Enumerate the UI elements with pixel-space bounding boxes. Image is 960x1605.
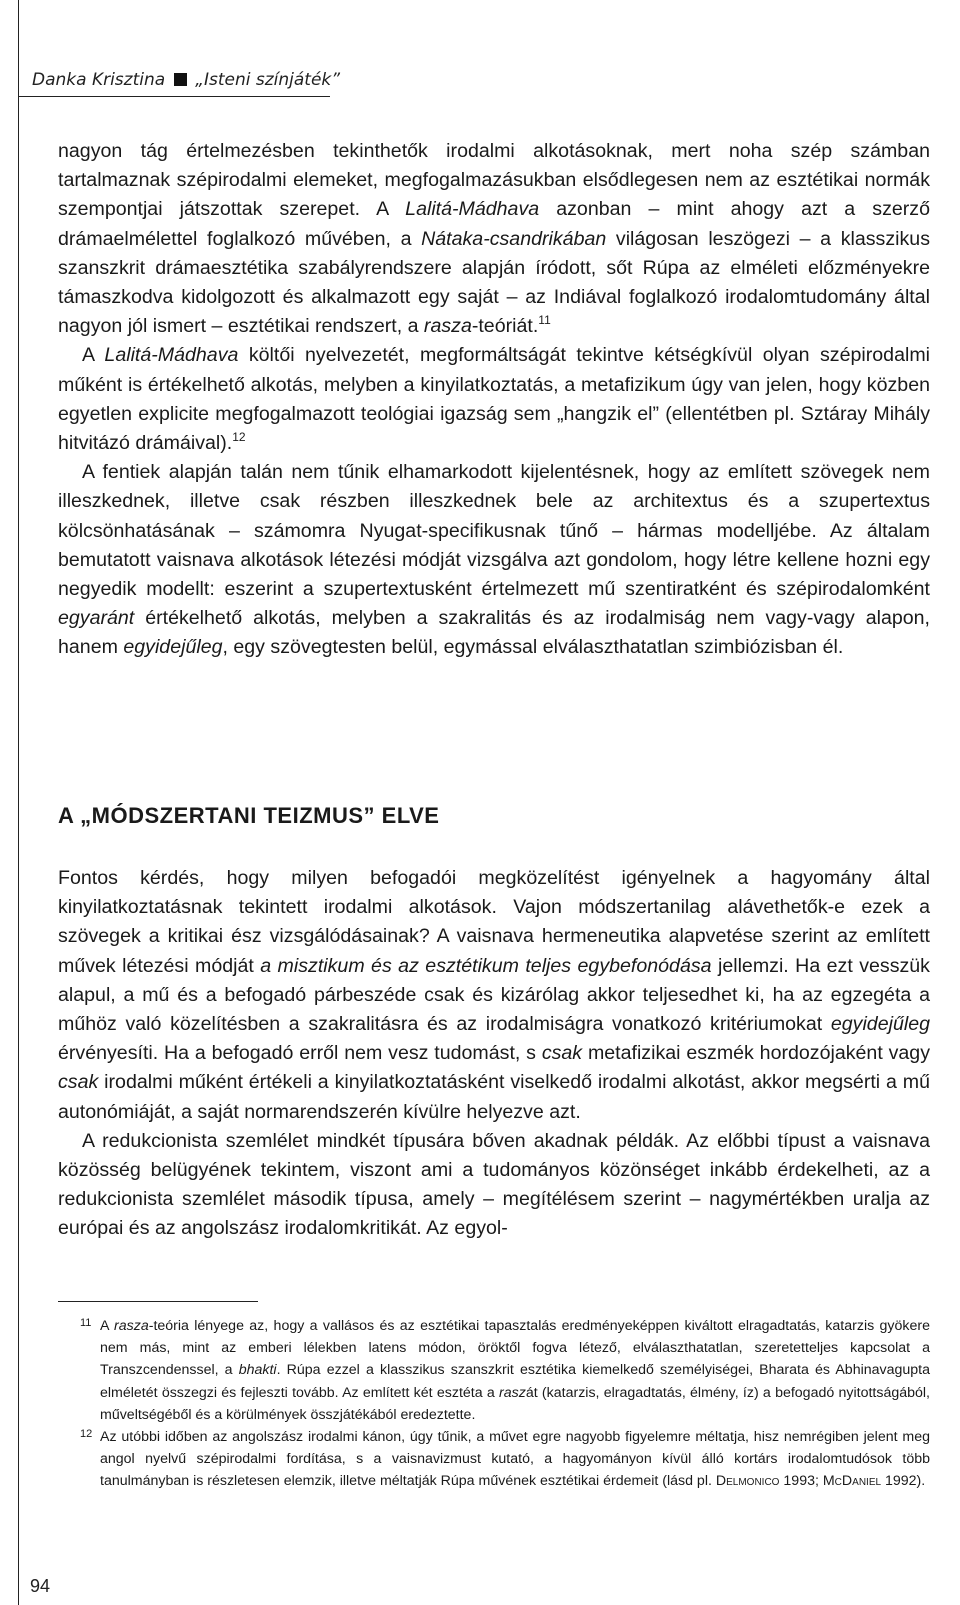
footnote-12: 12 Az utóbbi időben az angolszász irodalmi kánon, úgy tűnik, a művet egre nagyobb figyelemre méltatja, hisz nemrégiben jelent meg angol nyelvű szépirodalmi fordítása, s a vaisnavizmust kutató, a hagyományon kívül álló kortárs irodalomtudósok több tanulmányban is részletesen elemzik, illetve méltatják Rúpa művének esztétikai érdemeit (lásd pl. Delmonico 1993; McDaniel 1992). bbox=[58, 1426, 930, 1493]
paragraph: Fontos kérdés, hogy milyen befogadói megközelítést igényelnek a hagyomány által kinyilatkoztatásnak tekintett irodalmi alkotások. Vajon módszertanilag alávethetők-e ezek a szövegek a kritikai ész vizsgálódásainak? A vaisnava hermeneutika alapvetése szerint az említett művek létezési módját a misztikum és az esztétikum teljes egybefonódása jellemzi. Ha ezt vesszük alapul, a mű és a befogadó párbeszéde csak és kizárólag akkor teljesedhet ki, ha az egzegéta a műhöz való közelítésben a szakralitásra és az irodalmiságra vonatkozó kritériumokat egyidejűleg érvényesíti. Ha a befogadó erről nem vesz tudomást, s csak metafizikai eszmék hordozójaként vagy csak irodalmi műként értékeli a kinyilatkoztatásként viselkedő irodalmi alkotást, akkor megsérti a mű autonómiáját, a saját normarendszerén kívülre helyezve azt. bbox=[58, 867, 930, 1123]
page-number: 94 bbox=[30, 1576, 51, 1596]
footnote-ref: 12 bbox=[232, 430, 246, 445]
section-heading: A „MÓDSZERTANI TEIZMUS” ELVE bbox=[58, 803, 440, 828]
footnote-number: 12 bbox=[80, 1428, 93, 1441]
footnote-11: 11 A rasza-teória lényege az, hogy a vallásos és az esztétikai tapasztalás eredményeképpen kiváltott elragadtatás, katarzis gyökere nem más, mint az emberi lélekben latens módon, öröktől fogva létező, elválaszthatatlan, szeretetteljes kapcsolat a Transzcendenssel, a bhakti. Rúpa ezzel a klasszikus szanszkrit esztétika kiemelkedő személyiségei, Bharata és Abhinavagupta elméletét összegzi és fejleszti tovább. Az említett két esztéta a raszát (katarzis, elragadtatás, élmény, íz) a befogadó nyitottságából, műveltségéből és a körülmények összjátékából eredeztette. bbox=[58, 1315, 930, 1426]
footnotes bbox=[58, 1315, 930, 1493]
body-text-block-2 bbox=[58, 864, 930, 1244]
body-text-block-1 bbox=[58, 137, 930, 663]
footnote-number: 11 bbox=[80, 1317, 92, 1329]
paragraph: nagyon tág értelmezésben tekinthetők irodalmi alkotásoknak, mert noha szép számban tartalmaznak szépirodalmi elemeket, megfogalmazásukban elsődlegesen nem az esztétikai normák szempontjai játszottak szerepet. A Lalitá-Mádhava azonban – mint ahogy azt a szerző drámaelmélettel foglalkozó művében, a Nátaka-csandrikában világosan leszögezi – a klasszikus szanszkrit drámaesztétika szabályrendszere alapján íródott, sőt Rúpa az elméleti előzményekre támaszkodva kidolgozott és alkalmazott egy saját – az Indiával foglalkozó irodalomtudomány által nagyon jól ismert – esztétikai rendszert, a rasza-teóriát.$^{11}$ bbox=[58, 140, 930, 338]
square-bullet-icon bbox=[174, 73, 187, 86]
footnote-ref: 11 bbox=[538, 313, 551, 328]
paragraph: A Lalitá-Mádhava költői nyelvezetét, megformáltságát tekintve kétségkívül olyan szépirodalmi műként is értékelhető alkotás, melyben a kinyilatkoztatás, a metafizikum úgy van jelen, hogy közben egyetlen explicite megfogalmazott teológiai igazság sem „hangzik el” (ellentétben pl. Sztáray Mihály hitvitázó drámáival).$^{12}$ bbox=[58, 344, 930, 455]
paragraph: A fentiek alapján talán nem tűnik elhamarkodott kijelentésnek, hogy az említett szövegek nem illeszkednek, illetve csak részben illeszkednek bele az architextus és a szupertextus kölcsönhatásának – számomra Nyugat-specifikusnak tűnő – hármas modelljébe. Az általam bemutatott vaisnava alkotások létezési módját vizsgálva azt gondolom, hogy létre kellene hozni egy negyedik modellt: eszerint a szupertextusként értelmezett mű szentiratként és szépirodalomként egyaránt értékelhető alkotás, melyben a szakralitás és az irodalmiság nem vagy-vagy alapon, hanem egyidejűleg, egy szövegtesten belül, egymással elválaszthatatlan szimbiózisban él. bbox=[58, 461, 930, 659]
running-header-text bbox=[32, 70, 340, 90]
header-title: „Isteni színjáték” bbox=[195, 70, 341, 90]
header-author: Danka Krisztina bbox=[32, 70, 166, 90]
running-header bbox=[18, 66, 341, 97]
footnote-separator bbox=[58, 1301, 258, 1302]
page-left-rule bbox=[18, 0, 19, 1605]
paragraph: A redukcionista szemlélet mindkét típusára bőven akadnak példák. Az előbbi típust a vaisnava közösség belügyének tekintem, viszont ami a tudományos közönséget inkább érdekelheti, az a redukcionista szemlélet második típusa, amely – megítélésem szerint – nagymértékben uralja az európai és az angolszász irodalomkritikát. Az egyol- bbox=[58, 1129, 930, 1240]
